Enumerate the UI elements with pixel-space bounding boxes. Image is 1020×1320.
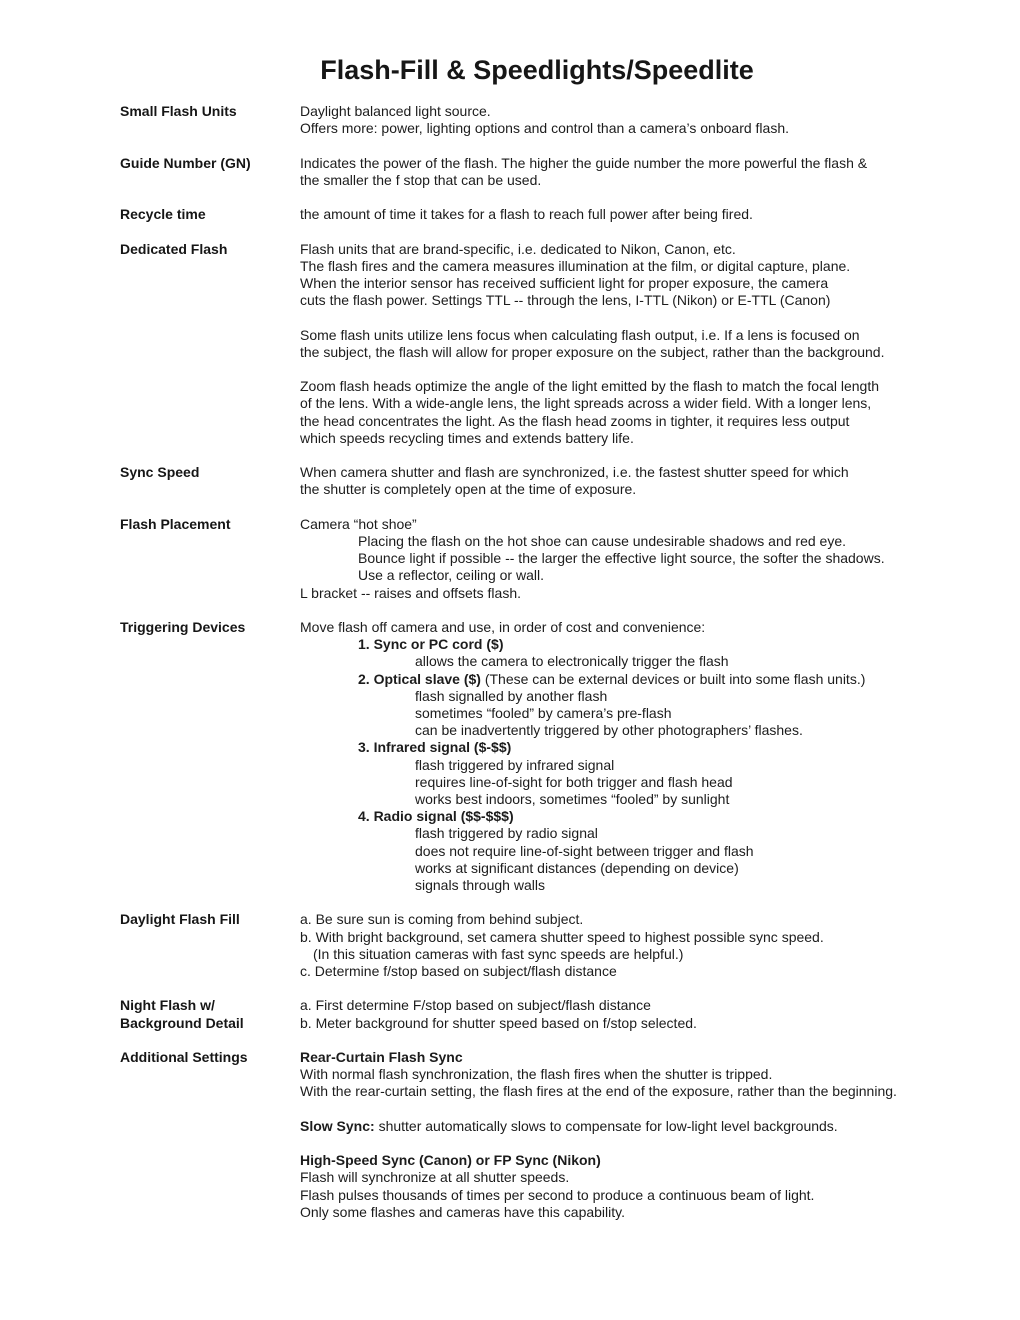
term-label-line: Recycle time (120, 206, 206, 223)
section-flash-placement (120, 516, 1000, 602)
text-line (300, 705, 1000, 722)
term-label (120, 619, 300, 894)
term-label (120, 464, 300, 498)
text-line (300, 103, 1000, 120)
text-run: With normal flash synchronization, the flash fires when the shutter is tripped. (300, 1066, 773, 1083)
text-line (300, 860, 1000, 877)
text-line (300, 877, 1000, 894)
section-additional-settings (120, 1049, 1000, 1221)
definition-paragraph (300, 103, 1000, 137)
text-run: shutter automatically slows to compensate for low-light level backgrounds. (374, 1117, 838, 1134)
page-title: Flash-Fill & Speedlights/Speedlite (320, 55, 754, 85)
definition-paragraph (300, 1049, 1000, 1101)
term-definition (300, 464, 1000, 498)
term-label (120, 241, 300, 447)
text-line (300, 619, 1000, 636)
text-line (300, 258, 1000, 275)
text-run: of the lens. With a wide-angle lens, the light spreads across a wider field. With a longer lens, (300, 395, 872, 412)
text-line (300, 843, 1000, 860)
definition-paragraph (300, 464, 1000, 498)
text-line (300, 395, 1000, 412)
text-run: (In this situation cameras with fast sync speeds are helpful.) (313, 945, 684, 962)
text-run: When camera shutter and flash are synchronized, i.e. the fastest shutter speed for which (300, 464, 849, 481)
text-run: the amount of time it takes for a flash to reach full power after being fired. (300, 206, 753, 223)
text-run: Zoom flash heads optimize the angle of the light emitted by the flash to match the focal length (300, 378, 880, 395)
text-run: requires line-of-sight for both trigger and flash head (415, 773, 733, 790)
text-line (300, 241, 1000, 258)
text-run: does not require line-of-sight between trigger and flash (415, 842, 754, 859)
text-line (300, 722, 1000, 739)
definition-paragraph (300, 327, 1000, 361)
text-run: c. Determine f/stop based on subject/flash distance (300, 963, 617, 980)
definition-paragraph (300, 206, 1000, 223)
text-run: which speeds recycling times and extends battery life. (300, 429, 634, 446)
text-run: signals through walls (415, 877, 545, 894)
text-line (300, 997, 1000, 1014)
text-run: b. With bright background, set camera shutter speed to highest possible sync speed. (300, 928, 824, 945)
bold-text-run: 1. Sync or PC cord ($) (358, 636, 504, 653)
text-line (300, 464, 1000, 481)
term-definition (300, 619, 1000, 894)
text-run: flash signalled by another flash (415, 687, 608, 704)
section-daylight-flash-fill (120, 911, 1000, 980)
text-line (300, 1083, 1000, 1100)
text-run: Use a reflector, ceiling or wall. (358, 567, 544, 584)
text-run: (These can be external devices or built into some flash units.) (480, 670, 866, 687)
text-run: allows the camera to electronically trigger the flash (415, 653, 729, 670)
section-guide-number (120, 155, 1000, 189)
text-run: The flash fires and the camera measures illumination at the film, or digital capture, plane. (300, 257, 851, 274)
text-line (300, 550, 1000, 567)
term-label-line: Sync Speed (120, 464, 200, 481)
text-line (300, 378, 1000, 395)
text-run: Camera “hot shoe” (300, 515, 417, 532)
term-label-line: Additional Settings (120, 1049, 248, 1065)
text-run: Daylight balanced light source. (300, 103, 491, 119)
text-run: sometimes “fooled” by camera’s pre-flash (415, 704, 672, 721)
bold-text-run: 2. Optical slave ($) (358, 670, 481, 687)
term-label-line: Flash Placement (120, 515, 231, 532)
text-line (300, 533, 1000, 550)
term-definition (300, 997, 1000, 1031)
text-line (300, 413, 1000, 430)
section-sync-speed (120, 464, 1000, 498)
text-line (300, 481, 1000, 498)
text-line (300, 929, 1000, 946)
text-line (300, 1169, 1000, 1186)
text-line (300, 774, 1000, 791)
text-run: the head concentrates the light. As the flash head zooms in tighter, it requires less output (300, 412, 850, 429)
text-line (300, 757, 1000, 774)
text-line (300, 636, 1000, 653)
text-line (300, 1118, 1000, 1135)
text-run: Move flash off camera and use, in order of cost and convenience: (300, 618, 706, 635)
term-label (120, 911, 300, 980)
section-recycle-time (120, 206, 1000, 223)
text-run: can be inadvertently triggered by other photographers’ flashes. (415, 722, 803, 739)
text-line (300, 825, 1000, 842)
text-run: With the rear-curtain setting, the flash fires at the end of the exposure, rather than the beginning. (300, 1083, 897, 1100)
definition-paragraph (300, 378, 1000, 447)
term-label-line: Daylight Flash Fill (120, 911, 240, 928)
term-label-line: Small Flash Units (120, 103, 237, 119)
text-line (300, 155, 1000, 172)
text-line (300, 1187, 1000, 1204)
text-line (300, 791, 1000, 808)
section-night-flash-background-detail (120, 997, 1000, 1031)
term-definition (300, 911, 1000, 980)
text-line (300, 1049, 1000, 1066)
term-label-line: Background Detail (120, 1014, 244, 1031)
definition-paragraph (300, 1152, 1000, 1221)
term-label (120, 1049, 300, 1221)
text-line (300, 327, 1000, 344)
definition-paragraph (300, 1118, 1000, 1135)
text-run: cuts the flash power. Settings TTL -- through the lens, I-TTL (Nikon) or E-TTL (Canon) (300, 292, 831, 309)
text-line (300, 275, 1000, 292)
term-definition (300, 1049, 1000, 1221)
term-label (120, 103, 300, 137)
text-line (300, 585, 1000, 602)
text-run: When the interior sensor has received sufficient light for proper exposure, the camera (300, 274, 829, 291)
definition-paragraph (300, 516, 1000, 602)
bold-text-run: 4. Radio signal ($$-$$$) (358, 808, 514, 825)
text-line (300, 567, 1000, 584)
term-definition (300, 206, 1000, 223)
text-run: Flash will synchronize at all shutter speeds. (300, 1169, 570, 1186)
term-label (120, 155, 300, 189)
text-line (300, 653, 1000, 670)
text-line (300, 688, 1000, 705)
term-definition (300, 241, 1000, 447)
text-line (300, 172, 1000, 189)
bold-text-run: High-Speed Sync (Canon) or FP Sync (Nikon) (300, 1152, 601, 1169)
text-line (300, 120, 1000, 137)
text-run: the subject, the flash will allow for proper exposure on the subject, rather than the background. (300, 343, 885, 360)
text-line (300, 430, 1000, 447)
section-small-flash-units (120, 103, 1000, 137)
text-line (300, 516, 1000, 533)
text-run: flash triggered by infrared signal (415, 756, 615, 773)
term-label (120, 516, 300, 602)
section-triggering-devices (120, 619, 1000, 894)
section-dedicated-flash (120, 241, 1000, 447)
text-run: b. Meter background for shutter speed based on f/stop selected. (300, 1014, 697, 1031)
text-line (300, 1152, 1000, 1169)
text-run: flash triggered by radio signal (415, 825, 598, 842)
text-run: Flash pulses thousands of times per second to produce a continuous beam of light. (300, 1186, 815, 1203)
term-label-line: Triggering Devices (120, 618, 246, 635)
text-line (300, 1204, 1000, 1221)
text-line (300, 808, 1000, 825)
bold-text-run: 3. Infrared signal ($-$$) (358, 739, 512, 756)
text-line (300, 946, 1000, 963)
term-label-line: Guide Number (GN) (120, 154, 251, 171)
text-line (300, 1066, 1000, 1083)
text-run: a. Be sure sun is coming from behind subject. (300, 911, 584, 928)
text-line (300, 671, 1000, 688)
text-run: Bounce light if possible -- the larger the effective light source, the softer the shadows. (358, 550, 885, 567)
text-run: Only some flashes and cameras have this capability. (300, 1203, 626, 1220)
text-run: the smaller the f stop that can be used. (300, 171, 542, 188)
text-run: Placing the flash on the hot shoe can cause undesirable shadows and red eye. (358, 532, 846, 549)
text-run: Flash units that are brand-specific, i.e. dedicated to Nikon, Canon, etc. (300, 240, 736, 257)
term-label-line: Night Flash w/ (120, 997, 215, 1014)
term-label-line: Dedicated Flash (120, 240, 228, 257)
term-definition (300, 516, 1000, 602)
bold-text-run: Rear-Curtain Flash Sync (300, 1049, 463, 1065)
text-run: Indicates the power of the flash. The higher the guide number the more powerful the flash & (300, 154, 868, 171)
definition-paragraph (300, 241, 1000, 310)
text-line (300, 344, 1000, 361)
bold-text-run: Slow Sync: (300, 1117, 375, 1134)
term-definition (300, 103, 1000, 137)
definition-paragraph (300, 911, 1000, 980)
definition-paragraph (300, 997, 1000, 1031)
text-run: Some flash units utilize lens focus when calculating flash output, i.e. If a lens is focused on (300, 326, 860, 343)
text-run: works best indoors, sometimes “fooled” by sunlight (415, 791, 730, 807)
term-label (120, 206, 300, 223)
text-line (300, 206, 1000, 223)
text-line (300, 292, 1000, 309)
text-run: L bracket -- raises and offsets flash. (300, 584, 521, 601)
text-run: a. First determine F/stop based on subject/flash distance (300, 997, 651, 1014)
text-line (300, 739, 1000, 756)
text-run: works at significant distances (depending on device) (415, 859, 739, 876)
definition-list (120, 103, 1000, 1221)
text-line (300, 963, 1000, 980)
definition-paragraph (300, 155, 1000, 189)
definition-paragraph (300, 619, 1000, 894)
term-label (120, 997, 300, 1031)
text-run: Offers more: power, lighting options and control than a camera’s onboard flash. (300, 120, 789, 137)
text-line (300, 1015, 1000, 1032)
text-line (300, 911, 1000, 928)
term-definition (300, 155, 1000, 189)
text-run: the shutter is completely open at the time of exposure. (300, 481, 637, 498)
